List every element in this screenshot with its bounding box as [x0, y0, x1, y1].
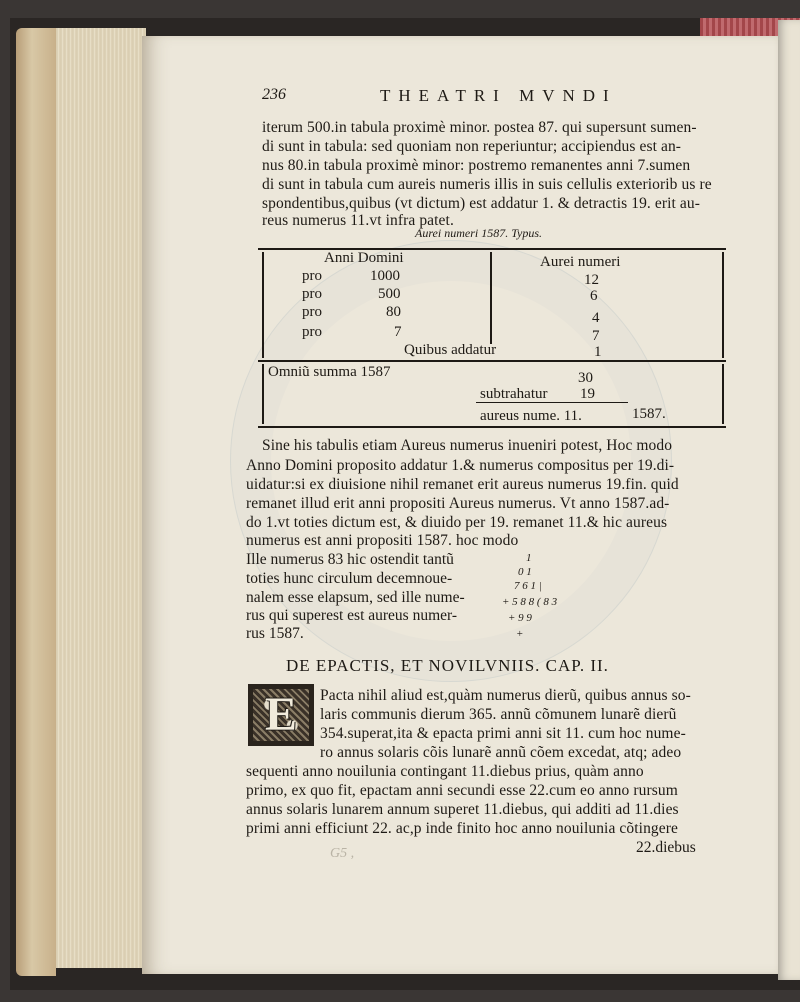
signature-mark: G5 , — [330, 846, 355, 861]
initial-ornament — [253, 689, 309, 741]
decorated-initial — [248, 684, 314, 746]
row-label: pro — [302, 286, 322, 302]
text-line: Sine his tabulis etiam Aureus numerus inueniri potest, Hoc modo — [262, 437, 673, 454]
page-number: 236 — [262, 86, 286, 103]
row-label: pro — [302, 304, 322, 320]
column-header-anni: Anni Domini — [324, 250, 404, 266]
row-label: pro — [302, 268, 322, 284]
running-title: THEATRI MVNDI — [380, 86, 617, 105]
text-line: Ille numerus 83 hic ostendit tantũ — [246, 551, 454, 568]
addatur-value: 1 — [594, 344, 602, 360]
table-rule-center — [490, 252, 492, 344]
table-rule-bottom — [258, 426, 726, 428]
subtrahatur-label: subtrahatur — [480, 386, 548, 402]
table-rule-left — [262, 252, 264, 358]
chapter-title: DE EPACTIS, ET NOVILVNIIS. CAP. II. — [286, 656, 609, 675]
division-line: 7 6 1 | — [514, 580, 542, 592]
text-line: reus numerus 11.vt infra patet. — [262, 212, 454, 229]
text-line: rus 1587. — [246, 625, 304, 642]
text-line: di sunt in tabula cum aureis numeris illis in suis cellulis exteriorib us re — [262, 176, 712, 193]
text-line: remanet illud erit anni propositi Aureus numerus. Vt anno 1587.ad- — [246, 495, 670, 512]
row-year: 80 — [386, 304, 401, 320]
table-caption: Aurei numeri 1587. Typus. — [415, 226, 542, 240]
aureus-label: aureus nume. 11. — [480, 408, 582, 424]
text-line: 354.superat,ita & epacta primi anni sit 11. cum hoc nume- — [320, 725, 686, 742]
text-line: Pacta nihil aliud est,quàm numerus dierũ, quibus annus so- — [320, 687, 691, 704]
page-stack — [56, 28, 146, 968]
facing-page-edge — [778, 20, 800, 980]
column-header-aurei: Aurei numeri — [540, 254, 621, 270]
catchword: 22.diebus — [636, 839, 696, 856]
text-line: sequenti anno nouilunia contingant 11.diebus prius, quàm anno — [246, 763, 644, 780]
aureus-year: 1587. — [632, 406, 666, 422]
row-aureus: 4 — [592, 310, 600, 326]
summa-label: Omniũ summa 1587 — [268, 364, 391, 380]
text-line: ro annus solaris cõis lunarẽ annũ cõem excedat, atq; adeo — [320, 744, 682, 761]
division-line: + 9 9 — [508, 612, 532, 624]
table-rule-right — [722, 252, 724, 358]
text-line: nus 80.in tabula proximè minor: postremo remanentes anni 7.sumen — [262, 157, 691, 174]
row-aureus: 6 — [590, 288, 598, 304]
row-year: 7 — [394, 324, 402, 340]
text-line: iterum 500.in tabula proximè minor. postea 87. qui supersunt sumen- — [262, 119, 697, 136]
row-aureus: 7 — [592, 328, 600, 344]
row-label: pro — [302, 324, 322, 340]
summa-value: 30 — [578, 370, 593, 386]
initial-letter: E — [264, 688, 297, 741]
table-rule-right-lower — [722, 364, 724, 424]
text-line: numerus est anni propositi 1587. hoc modo — [246, 532, 519, 549]
division-line: 1 — [526, 552, 532, 564]
text-line: primo, ex quo fit, epactam anni secundi esse 22.cum eo anno rursum — [246, 782, 678, 799]
text-line: annus solaris lunarem annum superet 11.diebus, qui additi ad 11.dies — [246, 801, 679, 818]
text-line: primi anni efficiunt 22. ac,p inde finito hoc anno nouilunia cõtingere — [246, 820, 678, 837]
page-header — [262, 86, 762, 110]
division-line: 0 1 — [518, 566, 532, 578]
subtrahatur-value: 19 — [580, 386, 595, 402]
division-line: + 5 8 8 ( 8 3 — [502, 596, 558, 608]
row-year: 1000 — [370, 268, 400, 284]
text-line: do 1.vt toties dictum est, & diuido per 19. remanet 11.& hic aureus — [246, 514, 668, 531]
row-aureus: 12 — [584, 272, 599, 288]
text-line: nalem esse elapsum, sed ille nume- — [246, 589, 465, 606]
table-rule-middle — [258, 360, 726, 362]
text-line: toties hunc circulum decemnoue- — [246, 570, 453, 587]
text-line: uidatur:si ex diuisione nihil remanet erit aureus numerus 19.fin. quid — [246, 476, 679, 493]
text-line: di sunt in tabula: sed quoniam non reperiuntur; accipiendus est an- — [262, 138, 682, 155]
text-line: spondentibus,quibus (vt dictum) est addatur 1. & detractis 19. erit au- — [262, 195, 700, 212]
text-line: laris communis dierum 365. annũ cõmunem lunarẽ dierũ — [320, 706, 677, 723]
row-year: 500 — [378, 286, 401, 302]
table-rule-left-lower — [262, 364, 264, 424]
addatur-label: Quibus addatur — [404, 342, 497, 358]
book-cover-edge — [16, 28, 56, 976]
division-line: + — [516, 628, 524, 640]
text-line: Anno Domini proposito addatur 1.& numerus compositus per 19.di- — [246, 457, 675, 474]
text-line: rus qui superest est aureus numer- — [246, 607, 458, 624]
aureus-table — [258, 248, 726, 428]
